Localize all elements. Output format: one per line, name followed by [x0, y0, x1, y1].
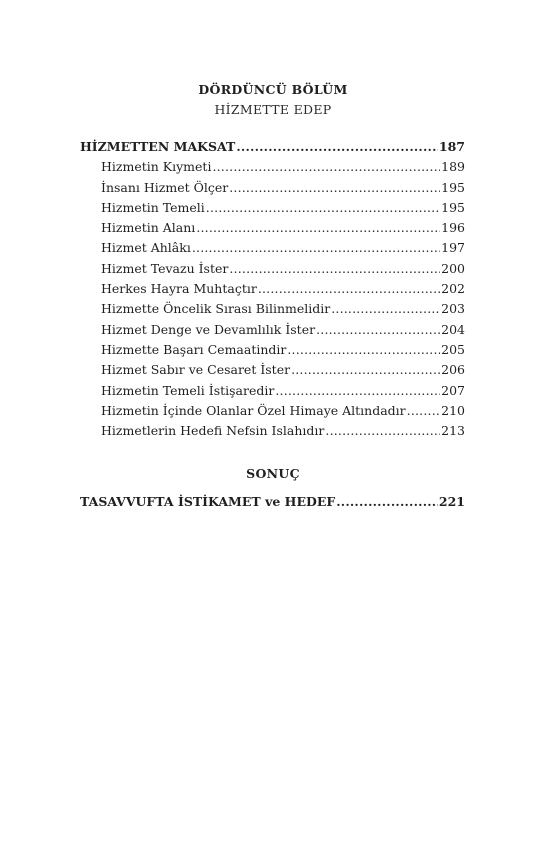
toc-leader-dots [316, 320, 440, 340]
toc-sub-entry [80, 320, 465, 340]
toc-sub-entry [80, 259, 465, 279]
toc-leader-dots [275, 381, 440, 401]
toc-entry-page: 197 [441, 240, 465, 256]
toc-entry-title: Herkes Hayra Muhtaçtır [101, 281, 257, 297]
toc-entry-title: Hizmetin Temeli [101, 199, 205, 215]
toc-leader-dots [236, 137, 438, 157]
toc-entry-title: Hizmet Ahlâkı [101, 240, 191, 256]
conclusion-heading: SONUÇ [246, 466, 300, 481]
toc-leader-dots [258, 279, 440, 299]
toc-sub-entry [80, 421, 465, 441]
toc-sub-entry [80, 198, 465, 218]
toc-sub-entry [80, 218, 465, 238]
toc-leader-dots [291, 360, 440, 380]
toc-sub-entry [80, 178, 465, 198]
toc-sub-entry [80, 401, 465, 421]
toc-entry-page: 210 [441, 402, 465, 418]
toc-leader-dots [229, 259, 440, 279]
toc-sub-entry [80, 279, 465, 299]
toc-entry-page: 203 [441, 301, 465, 317]
toc-entry-title: Hizmet Denge ve Devamlılık İster [101, 321, 316, 337]
toc-sub-entry [80, 157, 465, 177]
toc-sub-entry [80, 360, 465, 380]
toc-entry-page: 205 [441, 341, 465, 357]
toc-entry-page: 207 [441, 382, 465, 398]
toc-leader-dots [325, 421, 440, 441]
toc-leader-dots [407, 401, 440, 421]
toc-entry-page: 196 [441, 220, 465, 236]
toc-leader-dots [331, 299, 440, 319]
toc-entry-title: Hizmette Başarı Cemaatindir [101, 341, 287, 357]
toc-entry-title: Hizmet Tevazu İster [101, 260, 229, 276]
toc-entry-page: 195 [441, 179, 465, 195]
toc-entry-title: TASAVVUFTA İSTİKAMET ve HEDEF [80, 494, 336, 509]
toc-entry-page: 200 [441, 260, 465, 276]
toc-entry-page: 195 [441, 199, 465, 215]
toc-entry-title: Hizmetin Kıymeti [101, 159, 212, 175]
toc-leader-dots [287, 340, 440, 360]
toc-leader-dots [192, 238, 440, 258]
toc-entry-title: Hizmet Sabır ve Cesaret İster [101, 362, 291, 378]
toc-sub-entry [80, 299, 465, 319]
toc-entry-title: HİZMETTEN MAKSAT [80, 139, 236, 154]
toc-leader-dots [212, 157, 440, 177]
toc-sub-entry [80, 238, 465, 258]
toc-sub-entry [80, 340, 465, 360]
toc-leader-dots [229, 178, 440, 198]
chapter-subheading: HİZMETTE EDEP [214, 102, 332, 117]
toc-leader-dots [206, 198, 440, 218]
toc-entry-page: 187 [438, 139, 465, 154]
toc-entry-title: Hizmetlerin Hedefi Nefsin Islahıdır [101, 423, 325, 439]
conclusion-toc [80, 492, 465, 512]
toc-entry-page: 189 [441, 159, 465, 175]
toc-entry-title: Hizmette Öncelik Sırası Bilinmelidir [101, 301, 331, 317]
toc-entry-title: İnsanı Hizmet Ölçer [101, 179, 229, 195]
toc-sub-entry [80, 381, 465, 401]
toc-entry-page: 204 [441, 321, 465, 337]
toc-leader-dots [196, 218, 440, 238]
toc-entry-title: Hizmetin Temeli İstişaredir [101, 382, 275, 398]
toc-main-entry [80, 137, 465, 157]
toc-entry-page: 202 [441, 281, 465, 297]
toc-main-entry [80, 492, 465, 512]
toc-entry-page: 206 [441, 362, 465, 378]
toc-entry-title: Hizmetin Alanı [101, 220, 196, 236]
toc-entry-page: 213 [441, 423, 465, 439]
table-of-contents [80, 137, 465, 441]
toc-entry-page: 221 [438, 494, 465, 509]
toc-entry-title: Hizmetin İçinde Olanlar Özel Himaye Altındadır [101, 402, 406, 418]
chapter-heading: DÖRDÜNCÜ BÖLÜM [198, 82, 348, 97]
toc-leader-dots [336, 492, 438, 512]
